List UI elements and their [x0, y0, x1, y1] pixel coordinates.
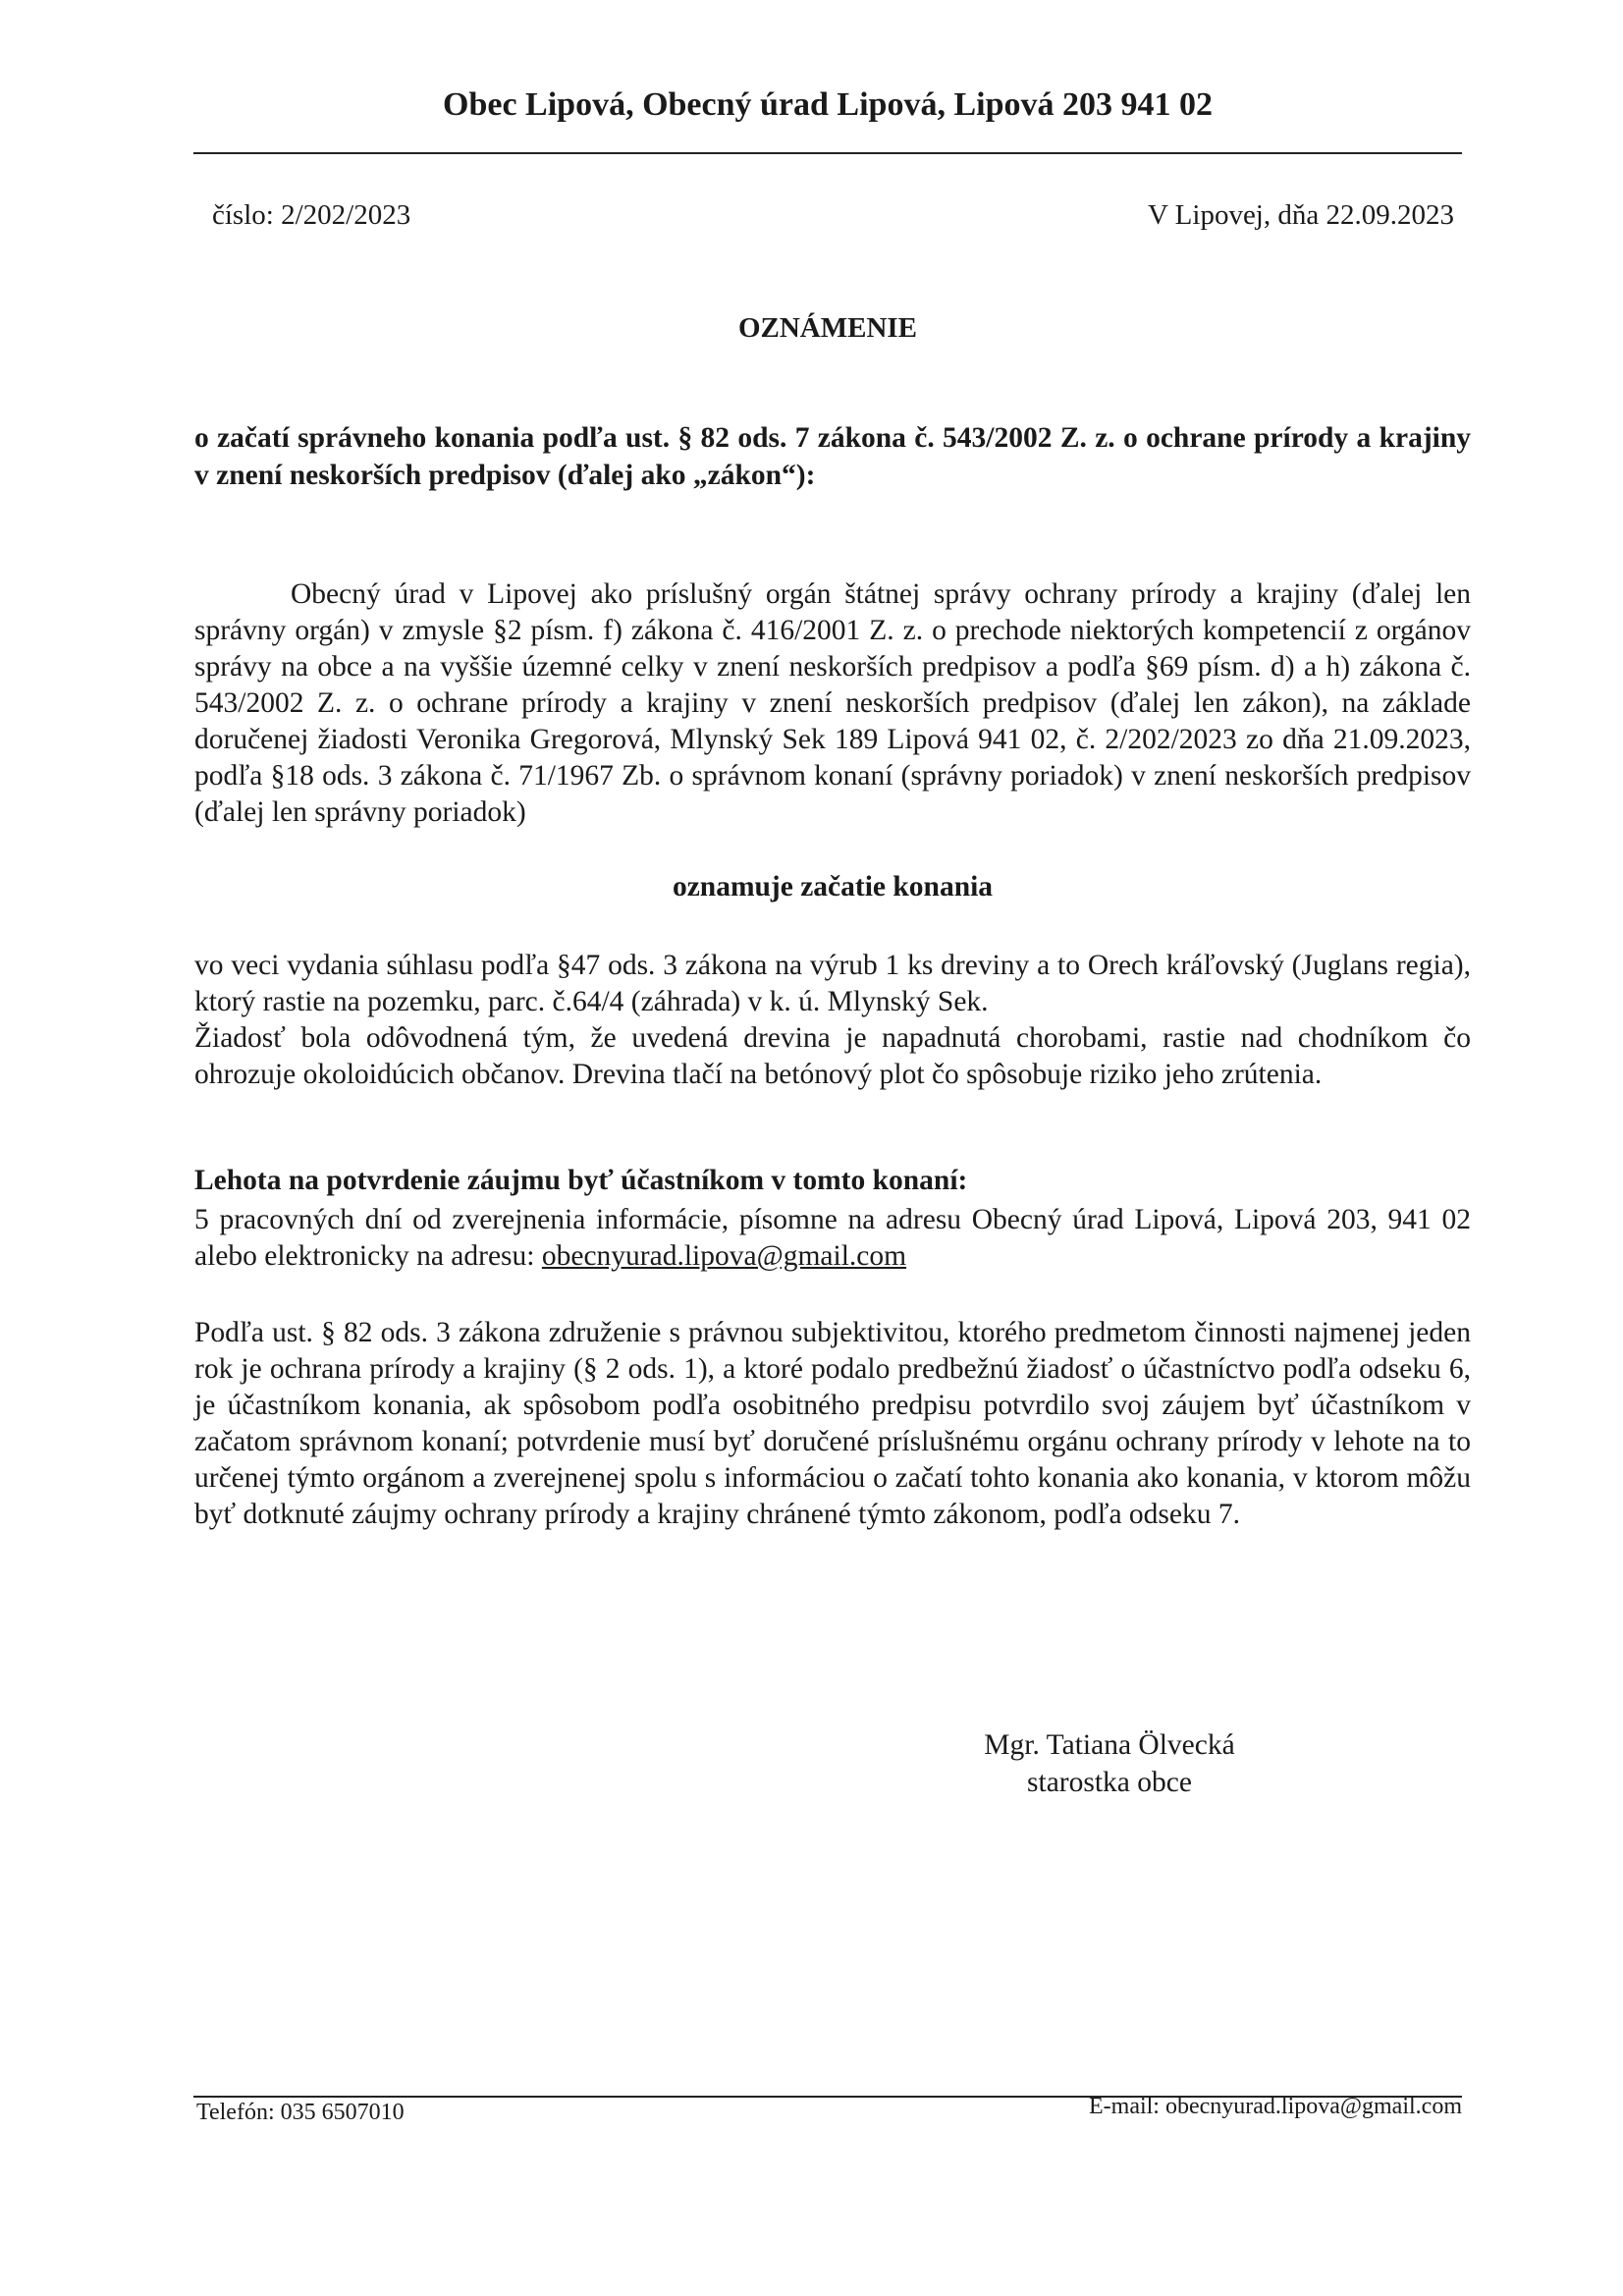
letterhead: Obec Lipová, Obecný úrad Lipová, Lipová 203 941 02: [443, 86, 1213, 123]
date-line: V Lipovej, dňa 22.09.2023: [1148, 199, 1454, 231]
signature-block: [943, 1726, 1276, 1801]
reason-text: Žiadosť bola odôvodnená tým, že uvedená drevina je napadnutá chorobami, rastie nad chodníkom čo ohrozuje okoloidúcich občanov. Drevina tlačí na betónový plot čo spôsobuje riziko jeho zrútenia.: [194, 1022, 1471, 1090]
announcement-line: oznamuje začatie konania: [672, 871, 994, 902]
deadline-text: 5 pracovných dní od zverejnenia informácie, písomne na adresu Obecný úrad Lipová, Lipová 203, 941 02 alebo elektronicky na adresu:: [194, 1204, 1471, 1272]
signatory-name: Mgr. Tatiana Ölvecká: [984, 1729, 1235, 1761]
document-title: OZNÁMENIE: [737, 312, 918, 344]
footer-email: E-mail: obecnyurad.lipova@gmail.com: [1089, 2094, 1462, 2119]
deadline-email-link[interactable]: obecnyurad.lipova@gmail.com: [541, 1240, 907, 1272]
legal-paragraph: Podľa ust. § 82 ods. 3 zákona združenie s právnou subjektivitou, ktorého predmetom činnosti najmenej jeden rok je ochrana prírody a krajiny (§ 2 ods. 1), a ktoré podalo predbežnú žiadosť o účastníctvo podľa odseku 6, je účastníkom konania, ak spôsobom podľa osobitného predpisu potvrdilo svoj záujem byť účastníkom v začatom správnom konaní; potvrdenie musí byť doručené príslušnému orgánu ochrany prírody v lehote na to určenej týmto orgánom a zverejnenej spolu s informáciou o začatí tohto konania ako konania, v ktorom môžu byť dotknuté záujmy ochrany prírody a krajiny chránené týmto zákonom, podľa odseku 7.: [194, 1317, 1471, 1530]
deadline-heading: Lehota na potvrdenie záujmu byť účastníkom v tomto konaní:: [194, 1165, 968, 1196]
subject-line: o začatí správneho konania podľa ust. § 82 ods. 7 zákona č. 543/2002 Z. z. o ochrane prírody a krajiny v znení neskorších predpisov (ďalej ako „zákon“):: [194, 422, 1471, 491]
deadline-paragraph: [194, 1202, 1471, 1275]
intro-text: Obecný úrad v Lipovej ako príslušný orgán štátnej správy ochrany prírody a krajiny (ďalej len správny orgán) v zmysle §2 písm. f) zákona č. 416/2001 Z. z. o prechode niektorých kompetencií z orgánov správy na obce a na vyššie územné celky v znení neskorších predpisov a podľa §69 písm. d) a h) zákona č. 543/2002 Z. z. o ochrane prírody a krajiny v znení neskorších predpisov (ďalej len zákon), na základe doručenej žiadosti Veronika Gregorová, Mlynský Sek 189 Lipová 941 02, č. 2/202/2023 zo dňa 21.09.2023, podľa §18 ods. 3 zákona č. 71/1967 Zb. o správnom konaní (správny poriadok) v znení neskorších predpisov (ďalej len správny poriadok): [194, 578, 1471, 828]
reference-number: číslo: 2/202/2023: [212, 199, 411, 231]
header-divider: [193, 152, 1462, 154]
signatory-role: starostka obce: [1027, 1767, 1192, 1798]
footer-phone: Telefón: 035 6507010: [196, 2100, 405, 2125]
matter-paragraph: [194, 948, 1471, 1093]
intro-paragraph: [194, 576, 1471, 831]
matter-text: vo veci vydania súhlasu podľa §47 ods. 3 zákona na výrub 1 ks dreviny a to Orech kráľovský (Juglans regia), ktorý rastie na pozemku, parc. č.64/4 (záhrada) v k. ú. Mlynský Sek.: [194, 950, 1471, 1017]
